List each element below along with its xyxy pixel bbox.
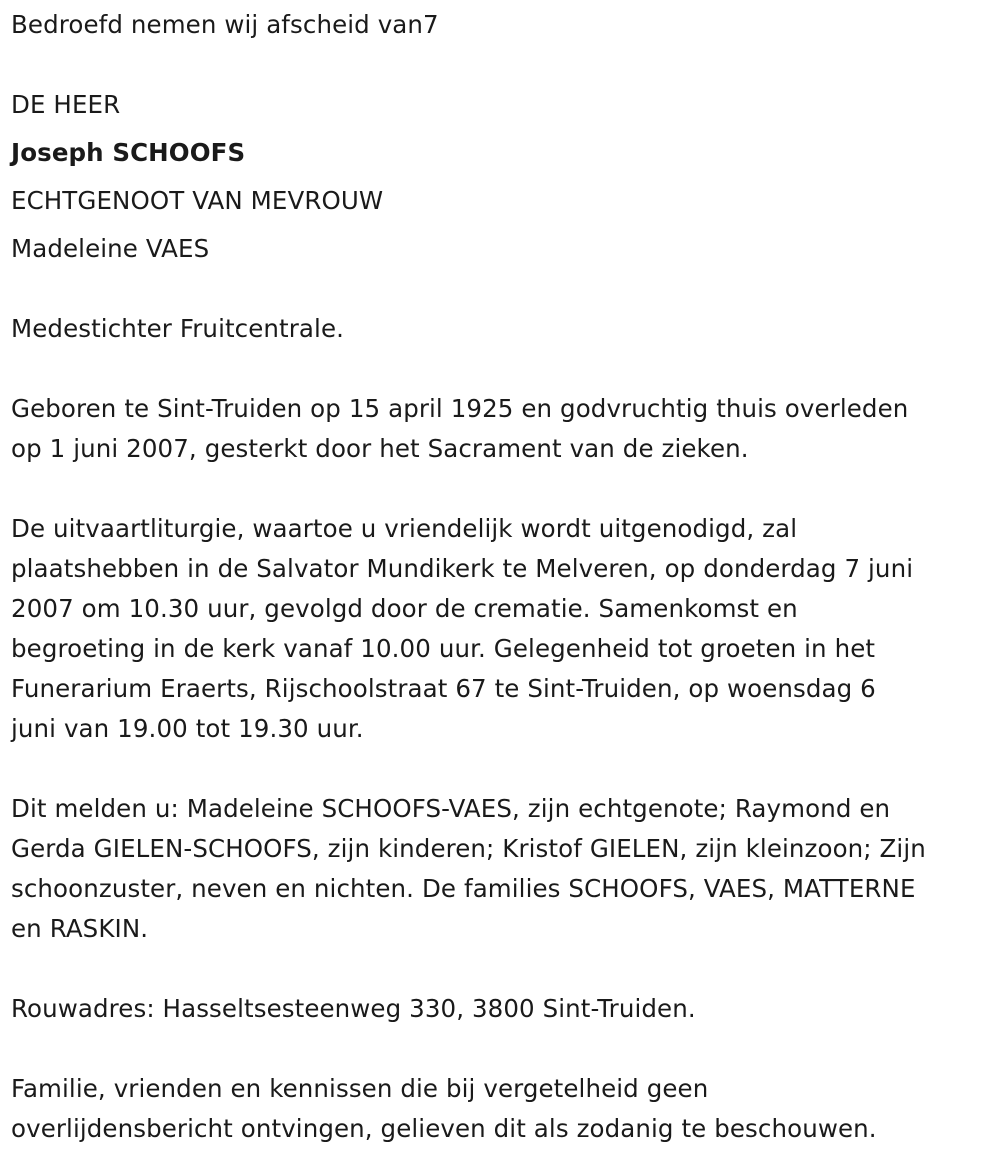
salutation: DE HEER [11,90,121,119]
paragraph-line: 2007 om 10.30 uur, gevolgd door de crematie. Samenkomst en [11,594,798,623]
role-line: Medestichter Fruitcentrale. [11,314,345,343]
paragraph-line: en RASKIN. [11,914,149,943]
paragraph-line: juni van 19.00 tot 19.30 uur. [11,714,364,743]
paragraph-line: Gerda GIELEN-SCHOOFS, zijn kinderen; Kristof GIELEN, zijn kleinzoon; Zijn [11,834,926,863]
liturgy-paragraph [11,509,986,749]
paragraph-line: schoonzuster, neven en nichten. De families SCHOOFS, VAES, MATTERNE [11,874,916,903]
paragraph-line: op 1 juni 2007, gesterkt door het Sacrament van de zieken. [11,434,749,463]
paragraph-line: overlijdensbericht ontvingen, gelieven dit als zodanig te beschouwen. [11,1114,877,1143]
closing-paragraph [11,1069,986,1149]
spouse-label: ECHTGENOOT VAN MEVROUW [11,186,384,215]
family-paragraph [11,789,986,949]
birth-death-paragraph [11,389,986,469]
paragraph-line: begroeting in de kerk vanaf 10.00 uur. Gelegenheid tot groeten in het [11,634,876,663]
mourning-address: Rouwadres: Hasseltsesteenweg 330, 3800 Sint-Truiden. [11,994,696,1023]
obituary-notice [11,0,986,1149]
intro-line: Bedroefd nemen wij afscheid van7 [11,10,439,39]
paragraph-line: Geboren te Sint-Truiden op 15 april 1925 en godvruchtig thuis overleden [11,394,909,423]
spouse-name: Madeleine VAES [11,234,210,263]
paragraph-line: Familie, vrienden en kennissen die bij vergetelheid geen [11,1074,709,1103]
paragraph-line: De uitvaartliturgie, waartoe u vriendelijk wordt uitgenodigd, zal [11,514,798,543]
paragraph-line: Dit melden u: Madeleine SCHOOFS-VAES, zijn echtgenote; Raymond en [11,794,891,823]
paragraph-line: plaatshebben in de Salvator Mundikerk te Melveren, op donderdag 7 juni [11,554,914,583]
deceased-name: Joseph SCHOOFS [11,138,246,167]
paragraph-line: Funerarium Eraerts, Rijschoolstraat 67 te Sint-Truiden, op woensdag 6 [11,674,876,703]
